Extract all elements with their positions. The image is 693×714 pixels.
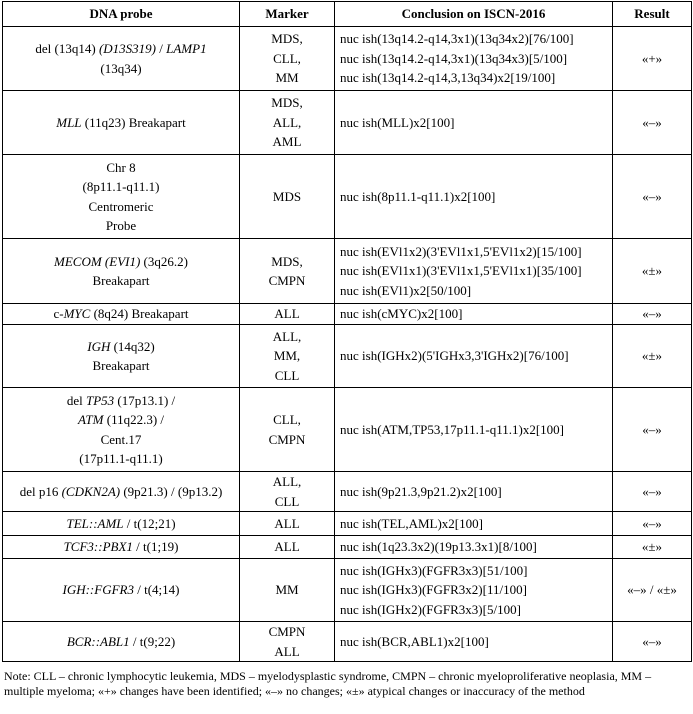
cell-marker — [240, 325, 335, 388]
probe-gene-name: TEL::AML — [66, 515, 124, 531]
probe-gene-name: BCR::ABL1 — [66, 633, 130, 649]
fish-results-document — [2, 1, 691, 699]
cell-marker — [240, 91, 335, 155]
cell-conclusion — [335, 325, 613, 388]
conclusion-line: nuc ish(IGHx2)(5'IGHx3,3'IGHx2)[76/100] — [340, 348, 569, 364]
probe-text: del p16 — [19, 483, 62, 499]
header-conclusion: Conclusion on ISCN-2016 — [335, 2, 613, 27]
cell-result — [613, 325, 692, 388]
probe-line — [8, 410, 234, 430]
result-value: «–» — [642, 188, 662, 204]
conclusion-line: nuc ish(1q23.3x2)(19p13.3x1)[8/100] — [340, 539, 537, 555]
probe-gene-name: TCF3::PBX1 — [63, 539, 133, 555]
cell-conclusion — [335, 512, 613, 536]
result-value: «–» — [642, 306, 662, 322]
probe-text: (8p11.1-q11.1) — [82, 179, 160, 194]
header-marker: Marker — [240, 2, 335, 27]
table-row — [3, 388, 692, 472]
probe-line — [8, 197, 234, 217]
cell-conclusion — [335, 304, 613, 325]
probe-line — [8, 252, 234, 272]
fish-results-table — [2, 1, 692, 662]
conclusion-line: nuc ish(13q14.2-q14,3x1)(13q34x3)[5/100] — [340, 50, 568, 66]
table-row — [3, 472, 692, 512]
probe-gene-name: MECOM (EVI1) — [54, 253, 141, 269]
cell-conclusion — [335, 622, 613, 662]
probe-text: del (13q14) — [35, 41, 99, 56]
probe-line — [8, 391, 234, 411]
cell-result — [613, 304, 692, 325]
probe-text: Centromeric — [88, 198, 154, 214]
cell-result — [613, 239, 692, 304]
conclusion-line: nuc ish(9p21.3,9p21.2)x2[100] — [340, 483, 502, 499]
probe-gene-name: (D13S319) — [98, 41, 156, 56]
cell-marker — [240, 472, 335, 512]
probe-gene-name: MYC — [63, 306, 91, 322]
result-value: «–» — [642, 483, 662, 499]
probe-text: (11q23) Breakapart — [81, 114, 186, 130]
conclusion-line: nuc ish(EVl1x2)(3'EVl1x1,5'EVl1x2)[15/100] — [340, 243, 582, 259]
header-result: Result — [613, 2, 692, 27]
table-row — [3, 91, 692, 155]
cell-conclusion — [335, 155, 613, 239]
cell-conclusion — [335, 239, 613, 304]
marker-line: MM, — [273, 348, 301, 364]
result-value: «±» — [641, 348, 663, 364]
probe-text: / t(9;22) — [129, 633, 176, 649]
marker-line: CLL — [274, 367, 300, 383]
cell-result — [613, 512, 692, 536]
table-row — [3, 239, 692, 304]
cell-result — [613, 622, 692, 662]
probe-line — [8, 482, 234, 502]
conclusion-line: nuc ish(EVl1x1)(3'EVl1x1,5'EVl1x1)[35/100] — [340, 263, 582, 279]
table-row — [3, 559, 692, 622]
cell-result — [613, 155, 692, 239]
probe-gene-name: LAMP1 — [166, 41, 207, 56]
conclusion-line: nuc ish(13q14.2-q14,3,13q34)x2[19/100] — [340, 70, 556, 86]
marker-line: AML — [272, 134, 302, 150]
probe-line — [8, 514, 234, 534]
conclusion-line: nuc ish(IGHx3)(FGFR3x2)[11/100] — [340, 582, 527, 598]
conclusion-line: nuc ish(IGHx3)(FGFR3x3)[51/100] — [340, 562, 528, 578]
probe-text: (17p11.1-q11.1) — [79, 451, 163, 466]
probe-text: / — [156, 41, 167, 56]
marker-line: ALL — [274, 306, 300, 322]
cell-conclusion — [335, 388, 613, 472]
result-value: «–» — [642, 515, 662, 531]
table-row — [3, 155, 692, 239]
cell-marker — [240, 304, 335, 325]
marker-line: MDS, — [271, 253, 303, 269]
probe-text: (3q26.2) — [140, 253, 188, 269]
table-row — [3, 325, 692, 388]
cell-dna-probe — [3, 512, 240, 536]
cell-dna-probe — [3, 27, 240, 91]
cell-result — [613, 388, 692, 472]
marker-line: MDS — [272, 188, 302, 204]
probe-text: c- — [53, 306, 64, 322]
probe-line — [8, 304, 234, 324]
probe-text: (11q22.3) / — [103, 412, 165, 427]
conclusion-line: nuc ish(MLL)x2[100] — [340, 114, 455, 130]
conclusion-line: nuc ish(cMYC)x2[100] — [340, 306, 463, 322]
marker-line: CLL, — [273, 412, 301, 427]
cell-dna-probe — [3, 155, 240, 239]
marker-line: CMPN — [268, 624, 306, 639]
cell-dna-probe — [3, 536, 240, 559]
cell-marker — [240, 27, 335, 91]
probe-gene-name: (CDKN2A) — [61, 483, 121, 499]
probe-gene-name: TP53 — [85, 392, 115, 408]
probe-text: (13q34) — [100, 60, 142, 76]
cell-marker — [240, 512, 335, 536]
marker-line: ALL — [274, 539, 300, 555]
result-value: «–» — [642, 114, 662, 130]
marker-line: CLL — [274, 493, 300, 509]
result-value: «–» — [642, 421, 662, 437]
marker-line: CLL, — [273, 50, 301, 66]
cell-marker — [240, 239, 335, 304]
marker-line: MM — [275, 582, 299, 598]
probe-text: (14q32) — [110, 338, 155, 354]
probe-gene-name: ATM — [77, 412, 104, 427]
table-row — [3, 512, 692, 536]
probe-gene-name: IGH::FGFR3 — [62, 582, 134, 598]
probe-line — [8, 430, 234, 450]
probe-line — [8, 537, 234, 557]
probe-line — [8, 632, 234, 652]
marker-line: CMPN — [268, 431, 306, 447]
cell-conclusion — [335, 536, 613, 559]
probe-text: Probe — [105, 218, 137, 233]
marker-line: ALL, — [272, 114, 302, 130]
cell-conclusion — [335, 27, 613, 91]
cell-marker — [240, 155, 335, 239]
cell-marker — [240, 388, 335, 472]
table-row — [3, 622, 692, 662]
cell-dna-probe — [3, 559, 240, 622]
conclusion-line: nuc ish(TEL,AML)x2[100] — [340, 515, 483, 531]
probe-text: / t(1;19) — [132, 539, 179, 555]
cell-dna-probe — [3, 622, 240, 662]
probe-text: Breakapart — [92, 273, 150, 288]
conclusion-line: nuc ish(IGHx2)(FGFR3x3)[5/100] — [340, 601, 521, 617]
table-note: Note: CLL – chronic lymphocytic leukemia, MDS – myelodysplastic syndrome, CMPN – chronic myeloproliferative neoplasia, MM – multiple myeloma; «+» changes have been identified; «–» no changes; «±» atypical changes or inaccuracy of the method — [4, 669, 652, 698]
cell-result — [613, 27, 692, 91]
probe-text: Breakapart — [92, 358, 150, 373]
conclusion-line: nuc ish(ATM,TP53,17p11.1-q11.1)x2[100] — [340, 421, 564, 437]
probe-line — [8, 177, 234, 197]
table-header-row — [3, 2, 692, 27]
probe-gene-name: IGH — [87, 338, 111, 354]
probe-line — [8, 113, 234, 133]
conclusion-line: nuc ish(BCR,ABL1)x2[100] — [340, 633, 489, 649]
probe-text: Cent.17 — [100, 431, 142, 447]
probe-line — [8, 271, 234, 291]
marker-line: ALL — [274, 643, 300, 659]
probe-text: del — [66, 392, 86, 408]
cell-result — [613, 91, 692, 155]
result-value: «–» — [642, 633, 662, 649]
marker-line: ALL, — [272, 474, 302, 489]
marker-line: ALL, — [272, 328, 302, 344]
marker-line: MM — [275, 70, 299, 86]
cell-conclusion — [335, 559, 613, 622]
cell-dna-probe — [3, 239, 240, 304]
result-value: «±» — [641, 263, 663, 279]
probe-text: (17p13.1) / — [114, 392, 176, 408]
marker-line: MDS, — [271, 31, 303, 47]
marker-line: CMPN — [268, 273, 306, 288]
probe-text: Chr 8 — [106, 159, 136, 175]
cell-dna-probe — [3, 388, 240, 472]
cell-marker — [240, 559, 335, 622]
cell-dna-probe — [3, 325, 240, 388]
header-dna-probe: DNA probe — [3, 2, 240, 27]
cell-dna-probe — [3, 472, 240, 512]
conclusion-line: nuc ish(8p11.1-q11.1)x2[100] — [340, 188, 496, 204]
result-value: «–» / «±» — [627, 582, 677, 598]
probe-line — [8, 449, 234, 469]
cell-marker — [240, 536, 335, 559]
marker-line: ALL — [274, 515, 300, 531]
probe-text: (9p21.3) / (9p13.2) — [120, 483, 223, 499]
cell-marker — [240, 622, 335, 662]
cell-result — [613, 536, 692, 559]
table-row — [3, 27, 692, 91]
marker-line: MDS, — [271, 95, 303, 111]
probe-line — [8, 158, 234, 178]
probe-line — [8, 580, 234, 600]
probe-line — [8, 356, 234, 376]
probe-line — [8, 59, 234, 79]
table-row — [3, 304, 692, 325]
cell-dna-probe — [3, 91, 240, 155]
probe-text: / t(4;14) — [133, 582, 180, 598]
probe-line — [8, 39, 234, 59]
conclusion-line: nuc ish(EVl1)x2[50/100] — [340, 282, 472, 298]
cell-result — [613, 472, 692, 512]
result-value: «+» — [641, 50, 663, 66]
conclusion-line: nuc ish(13q14.2-q14,3x1)(13q34x2)[76/100] — [340, 31, 574, 47]
cell-conclusion — [335, 91, 613, 155]
cell-dna-probe — [3, 304, 240, 325]
table-row — [3, 536, 692, 559]
probe-line — [8, 337, 234, 357]
result-value: «±» — [641, 539, 663, 555]
probe-gene-name: MLL — [56, 114, 82, 130]
cell-conclusion — [335, 472, 613, 512]
cell-result — [613, 559, 692, 622]
probe-text: / t(12;21) — [123, 515, 176, 531]
probe-line — [8, 216, 234, 236]
probe-text: (8q24) Breakapart — [90, 306, 189, 322]
